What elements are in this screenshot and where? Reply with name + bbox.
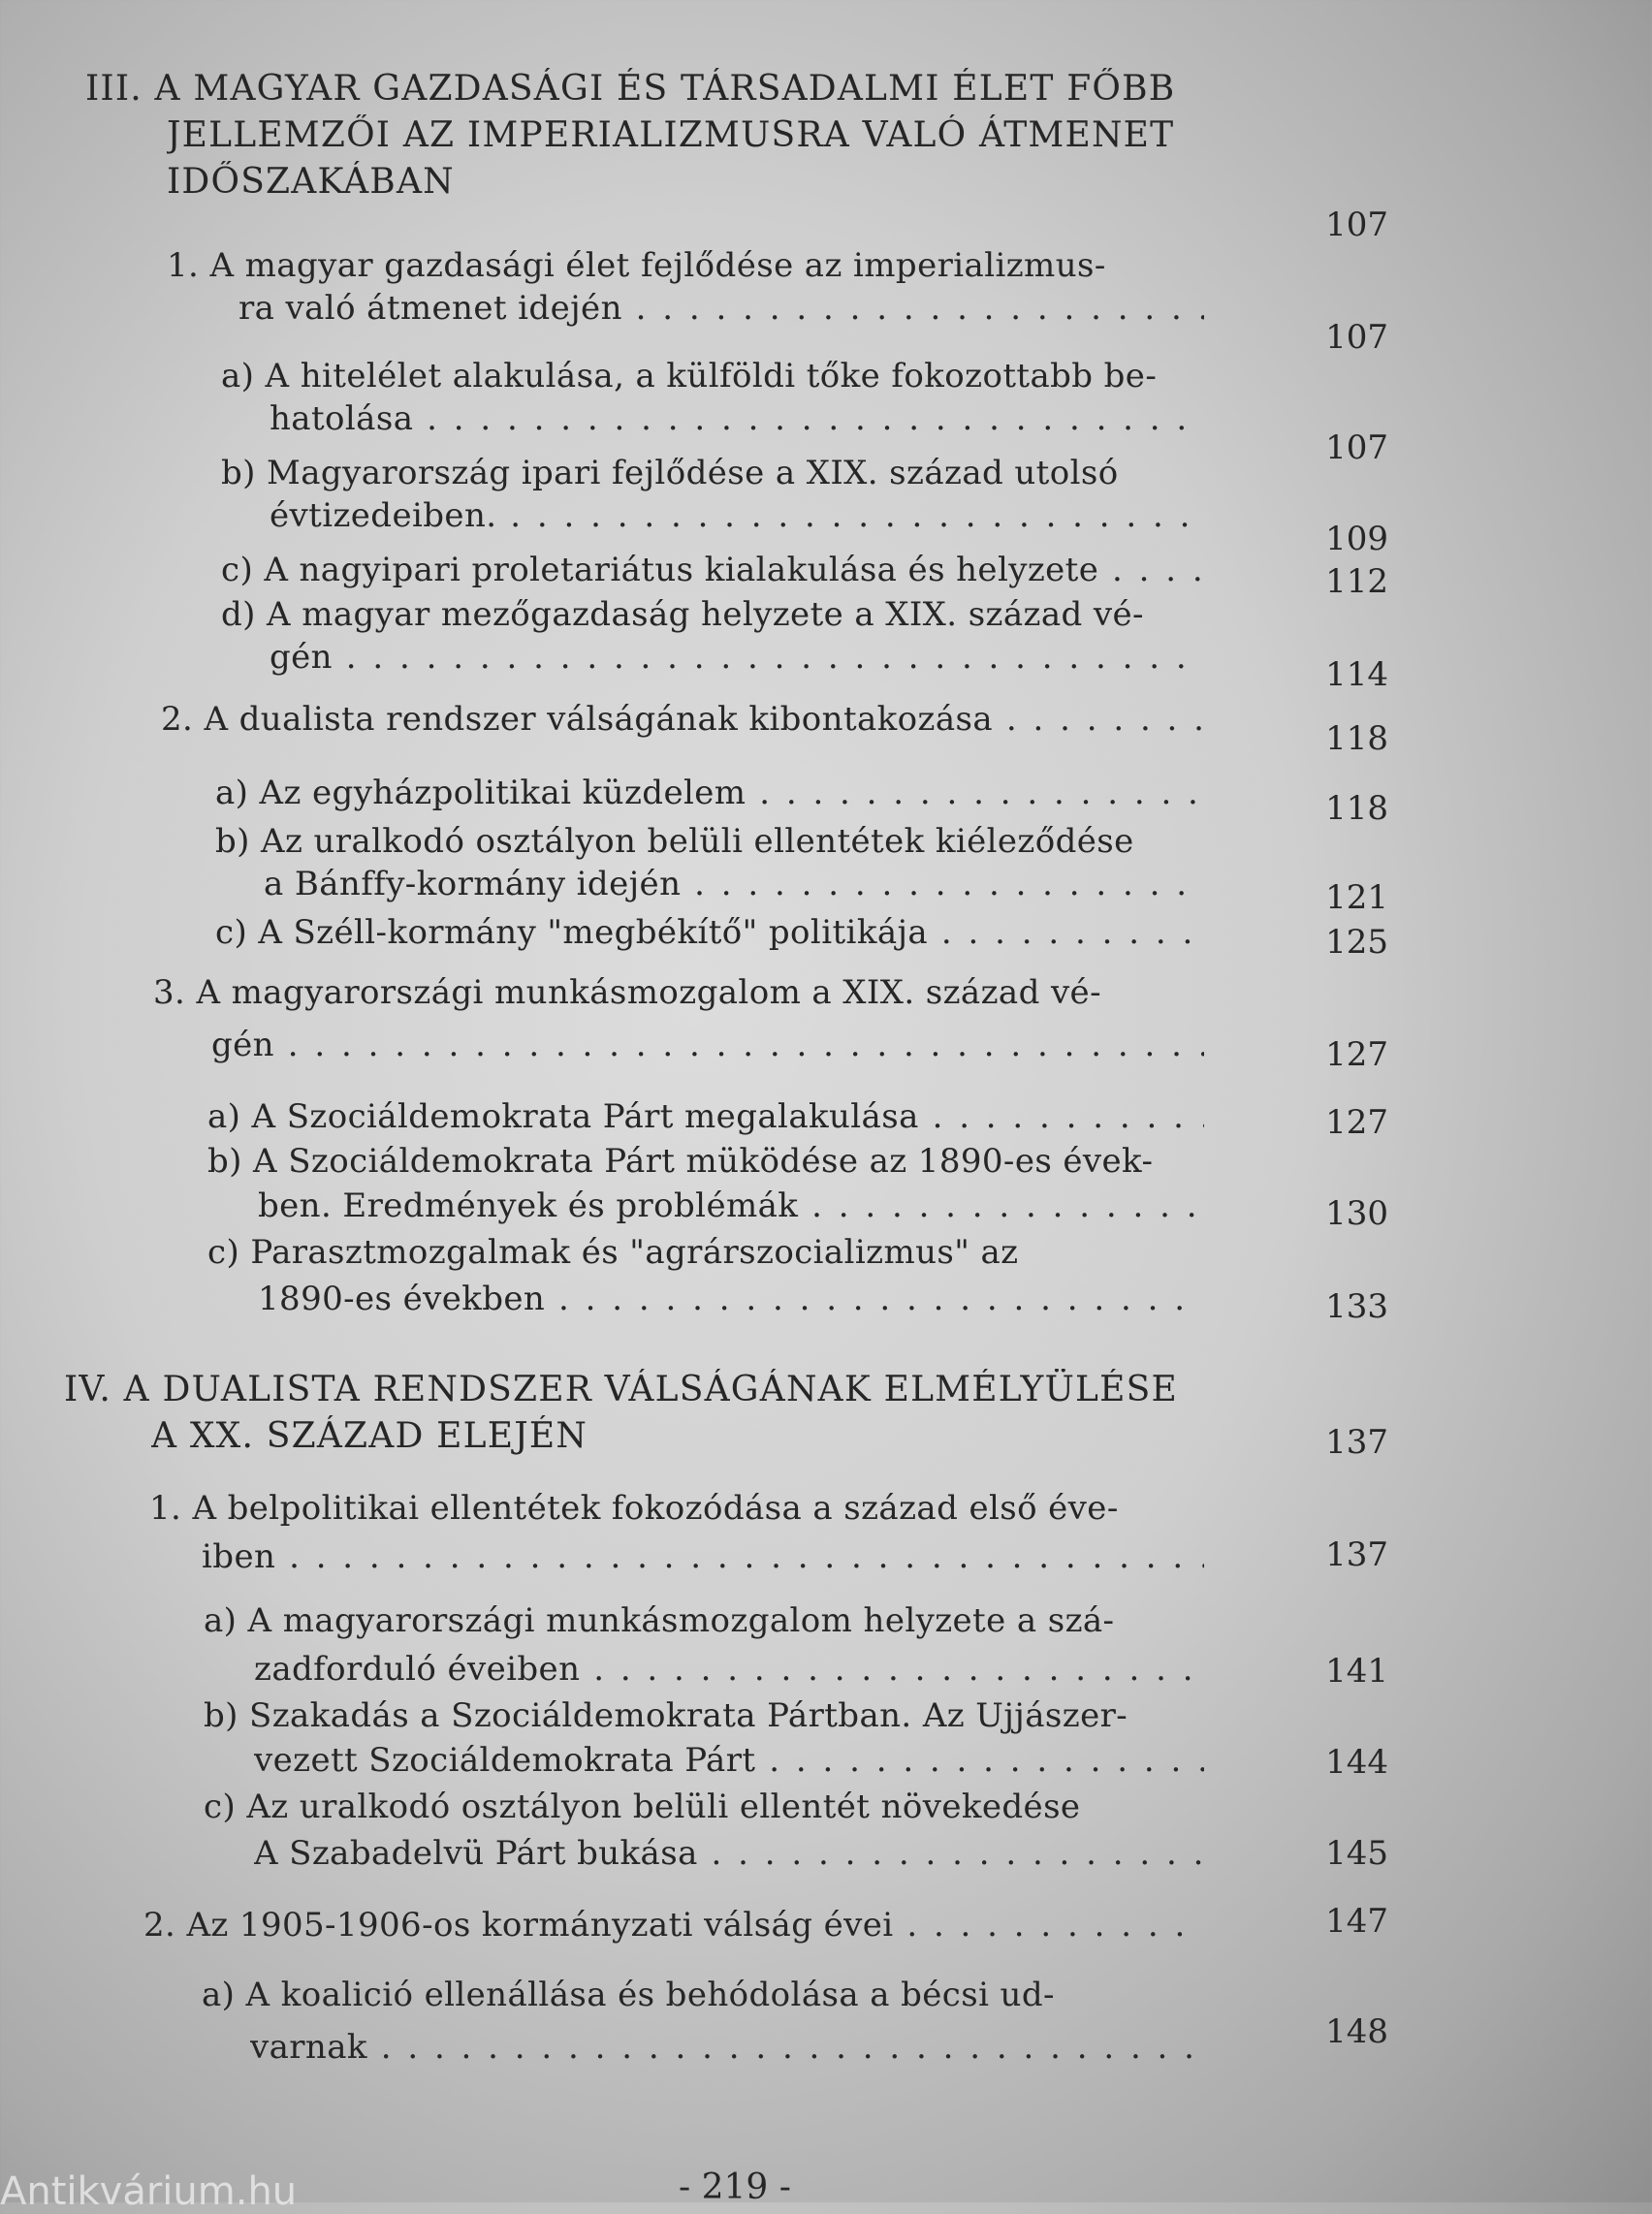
toc-page-number: 121 <box>1325 878 1388 917</box>
toc-entry: ra való átmenet idején . . . <box>238 287 1204 330</box>
toc-entry: c) A nagyipari proletariátus kialakulása és helyzete . . . <box>221 549 1204 591</box>
toc-entry: hatolása . . . <box>270 397 1204 440</box>
toc-page-number: 147 <box>1325 1902 1388 1941</box>
toc-entry: d) A magyar mezőgazdaság helyzete a XIX. század vé- <box>221 595 1144 634</box>
toc-entry: iben . . . <box>202 1535 1204 1578</box>
toc-page-number: 107 <box>1325 318 1388 357</box>
toc-page-number: 137 <box>1325 1423 1388 1462</box>
toc-entry: a) Az egyházpolitikai küzdelem . . . <box>215 772 1204 814</box>
toc-entry: a Bánffy-kormány idején . . . <box>264 863 1204 905</box>
toc-entry: vezett Szociáldemokrata Párt . . . <box>254 1739 1204 1782</box>
toc-entry: b) Szakadás a Szociáldemokrata Pártban. Az Ujjászer- <box>204 1696 1128 1735</box>
toc-entry: b) Magyarország ipari fejlődése a XIX. század utolsó <box>221 454 1119 492</box>
chapter-iv-title: IV. A DUALISTA RENDSZER VÁLSÁGÁNAK ELMÉLYÜLÉSE <box>64 1370 1178 1409</box>
toc-page-number: 137 <box>1325 1535 1388 1574</box>
chapter-iv-title: A XX. SZÁZAD ELEJÉN <box>151 1416 588 1456</box>
toc-entry: a) A Szociáldemokrata Párt megalakulása . . . <box>207 1095 1204 1138</box>
chapter-iii-title: III. A MAGYAR GAZDASÁGI ÉS TÁRSADALMI ÉLET FŐBB <box>85 69 1176 109</box>
toc-entry: gén . . . <box>270 636 1204 679</box>
toc-page-number: 133 <box>1325 1287 1388 1326</box>
toc-page-number: 118 <box>1325 789 1388 828</box>
toc-entry: c) Az uralkodó osztályon belüli ellentét növekedése <box>204 1787 1081 1826</box>
toc-entry: 2. Az 1905-1906-os kormányzati válság évei . . . <box>143 1904 1204 1946</box>
toc-entry: c) A Széll-kormány "megbékítő" politikája . . . <box>215 911 1204 954</box>
toc-page-number: 107 <box>1325 428 1388 467</box>
toc-entry: varnak . . . <box>250 2026 1204 2069</box>
toc-entry: b) A Szociáldemokrata Párt müködése az 1890-es évek- <box>207 1142 1154 1181</box>
toc-entry: A Szabadelvü Párt bukása . . . <box>254 1832 1204 1875</box>
toc-page-number: 112 <box>1325 562 1388 601</box>
toc-entry: 1. A magyar gazdasági élet fejlődése az imperializmus- <box>167 246 1106 285</box>
toc-entry: 1. A belpolitikai ellentétek fokozódása a század első éve- <box>149 1489 1119 1528</box>
toc-page-number: 114 <box>1325 655 1388 694</box>
chapter-iii-title: JELLEMZŐI AZ IMPERIALIZMUSRA VALÓ ÁTMENET <box>167 115 1175 155</box>
page-number: - 219 - <box>679 2167 791 2207</box>
toc-page-number: 141 <box>1325 1652 1388 1691</box>
toc-entry: ben. Eredmények és problémák . . . <box>258 1185 1204 1227</box>
toc-entry: 2. A dualista rendszer válságának kibontakozása . . . <box>161 698 1204 741</box>
toc-entry: 3. A magyarországi munkásmozgalom a XIX. század vé- <box>153 973 1101 1012</box>
toc-entry: 1890-es években . . . <box>258 1278 1204 1320</box>
toc-entry: gén . . . <box>211 1024 1204 1066</box>
toc-page-number: 118 <box>1325 719 1388 758</box>
toc-page-number: 148 <box>1325 2012 1388 2051</box>
toc-entry: zadforduló éveiben . . . <box>254 1648 1204 1691</box>
toc-page-number: 125 <box>1325 923 1388 962</box>
toc-page-number: 127 <box>1325 1103 1388 1142</box>
toc-page-number: 144 <box>1325 1743 1388 1782</box>
toc-page-number: 109 <box>1325 520 1388 558</box>
toc-entry: a) A magyarországi munkásmozgalom helyzete a szá- <box>204 1601 1115 1640</box>
toc-page-number: 127 <box>1325 1035 1388 1074</box>
chapter-iii-title: IDŐSZAKÁBAN <box>167 162 455 202</box>
toc-page-number: 107 <box>1325 206 1388 244</box>
watermark: Antikvárium.hu <box>0 2169 298 2214</box>
toc-entry: b) Az uralkodó osztályon belüli ellentétek kiéleződése <box>215 822 1134 861</box>
toc-entry: c) Parasztmozgalmak és "agrárszocializmus" az <box>207 1233 1019 1272</box>
toc-page-number: 130 <box>1325 1194 1388 1233</box>
toc-page-number: 145 <box>1325 1834 1388 1873</box>
toc-entry: a) A hitelélet alakulása, a külföldi tőke fokozottabb be- <box>221 357 1158 395</box>
toc-entry: a) A koalició ellenállása és behódolása a bécsi ud- <box>202 1976 1055 2014</box>
toc-entry: évtizedeiben. . . . <box>270 494 1204 537</box>
